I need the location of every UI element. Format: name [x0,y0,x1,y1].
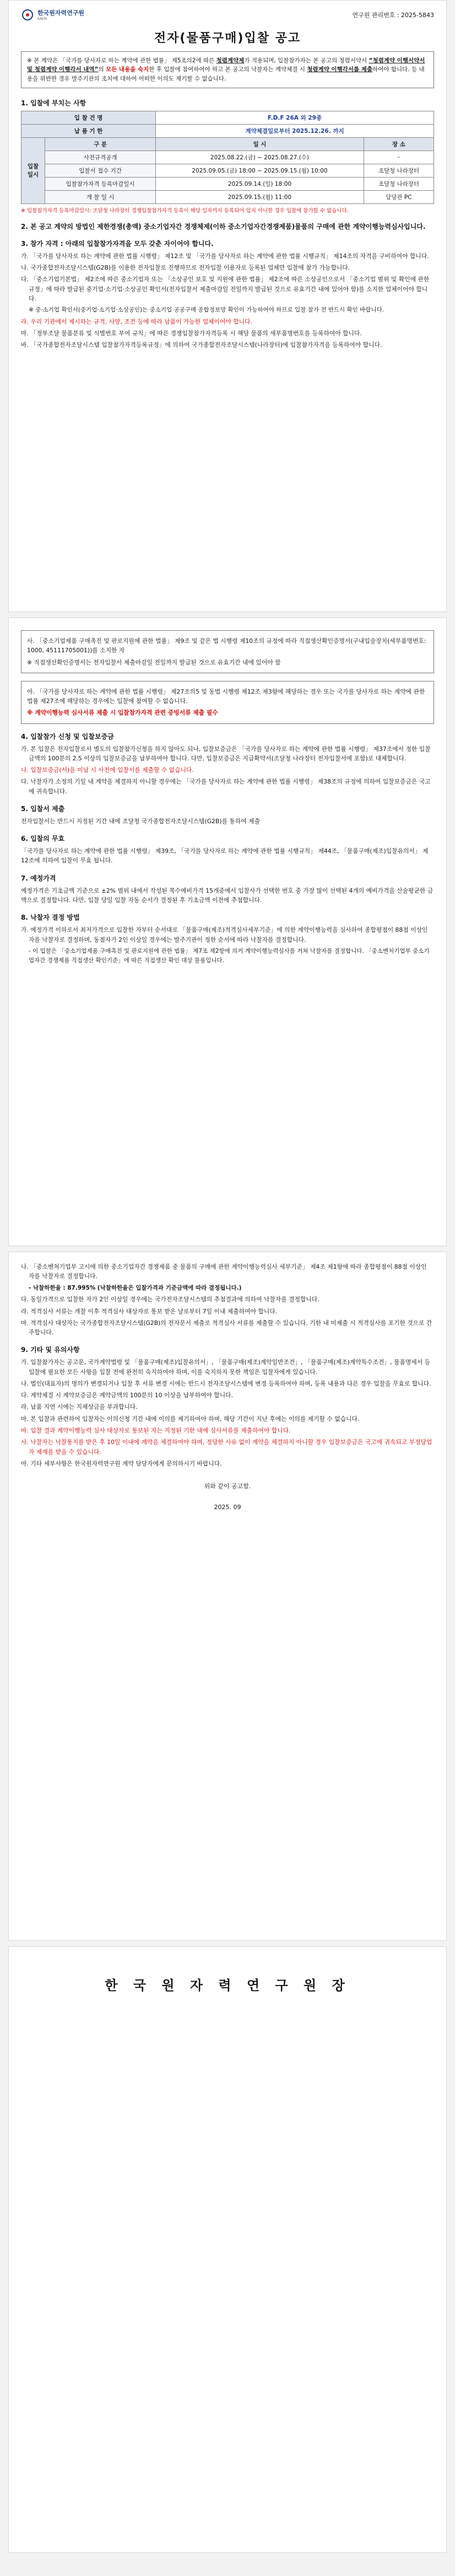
list-item: 바. 입찰 결과 계약이행능력 심사 대상자로 통보된 자는 지정된 기한 내에 심사서류를 제출하여야 합니다. [21,1426,291,1434]
page-3 [8,1252,447,1941]
list-item: 가. 「국가를 당사자로 하는 계약에 관한 법률 시행령」 제12조 및 「국가를 당사자로 하는 계약에 관한 법률 시행규칙」 제14조의 자격을 구비하여야 합니다. [21,252,429,260]
page-header [21,8,434,21]
list-item: 나. 「중소벤처기업부 고시에 의한 중소기업자간 경쟁제품 중 물품의 구매에 관한 계약이행능력심사 세부기준」 제4조 제1항에 따라 종합평점이 88점 이상인 자를 낙찰자로 결정합니다. [21,1263,427,1280]
integrity-notice: ※ 본 계약은 「국가를 당사자로 하는 계약에 관한 법률」 제5조의2에 따른 청렴계약제가 적용되며, 입찰참가자는 본 공고의 청렴서약서 “청렴계약 이행서약서 및 청렴계약 이행각서 내역”의 모든 내용을 숙지한 후 입찰에 참여하여야 하고 본 공고의 낙찰자는 계약체결 시 청렴계약 이행각서를 제출하여야 합니다. 등 내용을 위반한 경우 발주기관의 조치에 대하여 어떠한 이의도 제기할 수 없습니다. [21,51,434,88]
list-item: 나. 법인(대표자)의 명의가 변경되거나 입찰 후 서류 변경 시에는 반드시 전자조달시스템에 변경 등록하여야 하며, 등록 내용과 다른 경우 입찰을 무효로 합니다. [21,1380,431,1387]
list-item: 가. 본 입찰은 전자입찰로서 별도의 입찰참가신청을 하지 않아도 되나, 입찰보증금은 「국가를 당사자로 하는 계약에 관한 법률 시행령」 제37조에서 정한 입찰금액의 100분의 2.5 이상의 입찰보증금을 납부하여야 합니다. 다만, 입찰보증금은 지급확약서(조달청 나라장터 전자입찰서에 포함)로 대체합니다. [21,745,431,762]
list-subitem: - 이 입찰은 「중소기업제품 구매촉진 및 판로지원에 관한 법률」 제7조 제2항에 의거 계약이행능력심사를 거쳐 낙찰자를 결정합니다. 「중소벤처기업부 중소기업자간 경쟁제품 직접생산 확인기준」에 따른 직접생산 확인 대상 물품입니다. [29,947,430,964]
list-item: 나. 국가종합전자조달시스템(G2B)를 이용한 전자입찰로 진행하므로 전자입찰 이용자로 등록된 업체만 입찰에 참가 가능합니다. [21,264,350,272]
table-row: 입 찰 건 명 F.D.F 26A 외 29종 [21,111,434,124]
section-7-heading: 7. 예정가격 [21,874,56,882]
list-item: 라. 납품 지연 시에는 지체상금을 부과합니다. [21,1403,138,1411]
list-item: 나. 입찰보증금(서)을 미납 시 사전에 입찰서를 제출할 수 없습니다. [21,766,194,774]
page-2 [8,618,447,1246]
section-5-text: 전자입찰서는 반드시 지정된 기간 내에 조달청 국가종합전자조달시스템(G2B)를 통하여 제출 [21,817,260,825]
list-subitem: - 낙찰하한율 : 87.995% (낙찰하한율은 입찰가격과 기준금액에 따라 결정됩니다.) [29,1284,242,1291]
org-name: 한국원자력연구원 [37,9,85,17]
notice-date: 2025. 09 [214,1504,241,1511]
org-logo [21,8,84,21]
list-item: 사. 낙찰자는 낙찰통지를 받은 후 10일 이내에 계약을 체결하여야 하며, 정당한 사유 없이 계약을 체결하지 아니할 경우 입찰보증금은 국고에 귀속되고 부정당업자 제재를 받을 수 있습니다. [21,1439,432,1456]
section-6-heading: 6. 입찰의 무효 [21,835,65,843]
table-footnote: ※ 입찰참가자격 등록마감일시: 조달청 나라장터 경쟁입찰참가자격 등록이 해당 일자까지 등록되어 있지 아니한 경우 입찰에 참가할 수 없습니다. [21,207,349,214]
section-9-heading: 9. 기타 및 유의사항 [21,1346,80,1354]
table-row: 사전규격공개 2025.08.22.(금) ~ 2025.08.27.(수) - [21,151,434,164]
section-3-heading: 3. 참가 자격 : 아래의 입찰참가자격을 모두 갖춘 자이어야 합니다. [21,239,214,248]
list-item: 아. 기타 세부사항은 한국원자력연구원 계약 담당자에게 문의하시기 바랍니다. [21,1459,222,1467]
qualification-box-1: 사. 「중소기업제품 구매촉진 및 판로지원에 관한 법률」 제9조 및 같은 법 시행령 제10조의 규정에 따라 직접생산확인증명서(구내입술장치(세부품명번호: 1000, 45111705001))를 소지한 자 ※ 직접생산확인증명서는 전자입찰서 제출마감일 전일까지 발급된 것으로 유효기간 내에 있어야 함 [21,630,434,673]
table-row: 입찰참가자격 등록마감일시 2025.09.14.(일) 18:00 조달청 나라장터 [21,177,434,190]
section-4-heading: 4. 입찰참가 신청 및 입찰보증금 [21,732,114,740]
closing-text: 위와 같이 공고함. [204,1483,251,1490]
table-row: 입찰서 접수 기간 2025.09.05.(금) 18:00 ~ 2025.09.15.(월) 10:00 조달청 나라장터 [21,164,434,177]
list-item: 바. 「국가종합전자조달시스템 입찰참가자격등록규정」에 의하여 국가종합전자조달시스템(나라장터)에 입찰참가자격을 등록하여야 합니다. [21,341,382,349]
table-row: 개 찰 일 시 2025.09.15.(월) 11:00 담당관 PC [21,190,434,203]
list-item: 가. 예정가격 이하로서 최저가격으로 입찰한 자부터 순서대로 「물품구매(제조)적격심사세부기준」에 의한 계약이행능력을 심사하여 종합평점이 88점 이상인 자를 낙찰자로 결정하며, 동점자가 2인 이상일 경우에는 발주기관이 정한 순서에 따라 낙찰자를 결정합니다. [21,926,428,943]
section-8-heading: 8. 낙찰자 결정 방법 [21,914,80,922]
kaeri-logo-icon [21,9,34,21]
page-title: 전자(물품구매)입찰 공고 [154,31,301,45]
list-item: 마. 본 입찰과 관련하여 입찰자는 이의신청 기간 내에 이의를 제기하여야 하며, 해당 기간이 지난 후에는 이의를 제기할 수 없습니다. [21,1415,360,1423]
list-item: 다. 「중소기업기본법」 제2조에 따른 중소기업자 또는 「소상공인 보호 및 지원에 관한 법률」 제2조에 따른 소상공인으로서 「중소기업 범위 및 확인에 관한 규정」에 따라 발급된 중기업·소기업·소상공인 확인서(전자입찰서 제출마감일 전일까지 발급된 것으로 유효기간 내에 있어야 함)를 소지한 업체이어야 합니다. [21,276,430,302]
list-item: 라. 적격심사 서류는 개찰 이후 적격심사 대상자로 통보 받은 날로부터 7일 이내 제출하여야 합니다. [21,1307,278,1315]
list-item: 다. 낙찰자가 소정의 기일 내 계약을 체결하지 아니할 경우에는 「국가를 당사자로 하는 계약에 관한 법률 시행령」 제38조의 규정에 의하여 입찰보증금은 국고에 귀속합니다. [21,778,431,795]
list-subitem: ※ 중·소기업 확인서(중기업·소기업·소상공인)는 중소기업 공공구매 종합정보망 확인이 가능하여야 하므로 입찰 참가 전 반드시 확인 바랍니다. [29,307,384,314]
org-en: KAERI [37,17,47,21]
section-1-heading: 1. 입찰에 부치는 사항 [21,99,86,107]
list-item: 라. 우리 기관에서 제시하는 규격, 사양, 조건 등에 따라 납품이 가능한 업체이어야 합니다. [21,318,252,325]
list-item: 다. 동일가격으로 입찰한 자가 2인 이상일 경우에는 국가전자조달시스템의 추첨결과에 의하여 낙찰자를 결정합니다. [21,1296,319,1303]
section-6-text: 「국가를 당사자로 하는 계약에 관한 법률 시행령」 제39조, 「국가를 당사자로 하는 계약에 관한 법률 시행규칙」 제44조, 「물품구매(제조)입찰유의서」 제12조에 의하여 입찰이 무효 됩니다. [21,847,429,865]
table-row: 납 품 기 한 계약체결일로부터 2025.12.26. 까지 [21,124,434,137]
list-item: 마. 「정부조달 물품분류 및 식별번호 부여 규칙」에 따른 경쟁입찰참가자격등록 시 해당 물품의 세부품명번호를 등록하여야 합니다. [21,330,362,337]
page-4 [8,1946,447,2553]
section-5-heading: 5. 입찰서 제출 [21,804,65,813]
doc-number: 연구원 관리번호 : 2025-5843 [352,11,434,19]
list-item: 마. 적격심사 대상자는 국가종합전자조달시스템(G2B)의 전자문서 제출로 적격심사 서류를 제출할 수 있습니다. 기한 내 미제출 시 적격심사를 포기한 것으로 간주합니다. [21,1319,432,1337]
section-7-text: 예정가격은 기초금액 기준으로 ±2% 범위 내에서 작성된 복수예비가격 15개중에서 입찰사가 선택한 번호 중 가장 많이 선택된 4개의 예비가격을 산술평균한 금액으로 결정합니다. 다만, 입찰 당일 입찰 자동 순서가 결정된 후 기초금액 이전에 추첨합니다. [21,887,434,904]
list-item: 가. 입찰참가자는 공고문, 국가계약법령 및 「물품구매(제조)입찰유의서」, 「물품구매(제조)계약일반조건」, 「물품구매(제조)계약특수조건」, 물품명세서 등 입찰에 필요한 모든 사항을 입찰 전에 완전히 숙지하여야 하며, 이를 숙지하지 못한 책임은 입찰자에게 있습니다. [21,1359,431,1376]
page-1 [8,0,447,612]
issuer-name: 한 국 원 자 력 연 구 원 장 [105,1978,350,1993]
list-item: 다. 계약체결 시 계약보증금은 계약금액의 100분의 10 이상을 납부하여야 합니다. [21,1392,233,1399]
table-row: 입찰일시 구 분 일 시 장 소 [21,137,434,151]
qualification-box-2: 아. 「국가를 당사자로 하는 계약에 관한 법률 시행령」 제27조의5 및 동법 시행령 제12조 제3항에 해당하는 경우 또는 국가를 당사자로 하는 계약에 관한 법률 제27조에 해당하는 경우에는 입찰에 참여할 수 없습니다. ※ 계약이행능력 심사서류 제출 시 입찰참가자격 관련 증빙서류 제출 필수 [21,681,434,724]
section-2-heading: 2. 본 공고 계약의 방법인 제한경쟁(총액) 중소기업자간 경쟁체제(이하 중소기업자간경쟁제품)물품의 구매에 관한 계약이행능력심사입니다. [21,222,426,230]
bid-info-table [21,111,434,204]
